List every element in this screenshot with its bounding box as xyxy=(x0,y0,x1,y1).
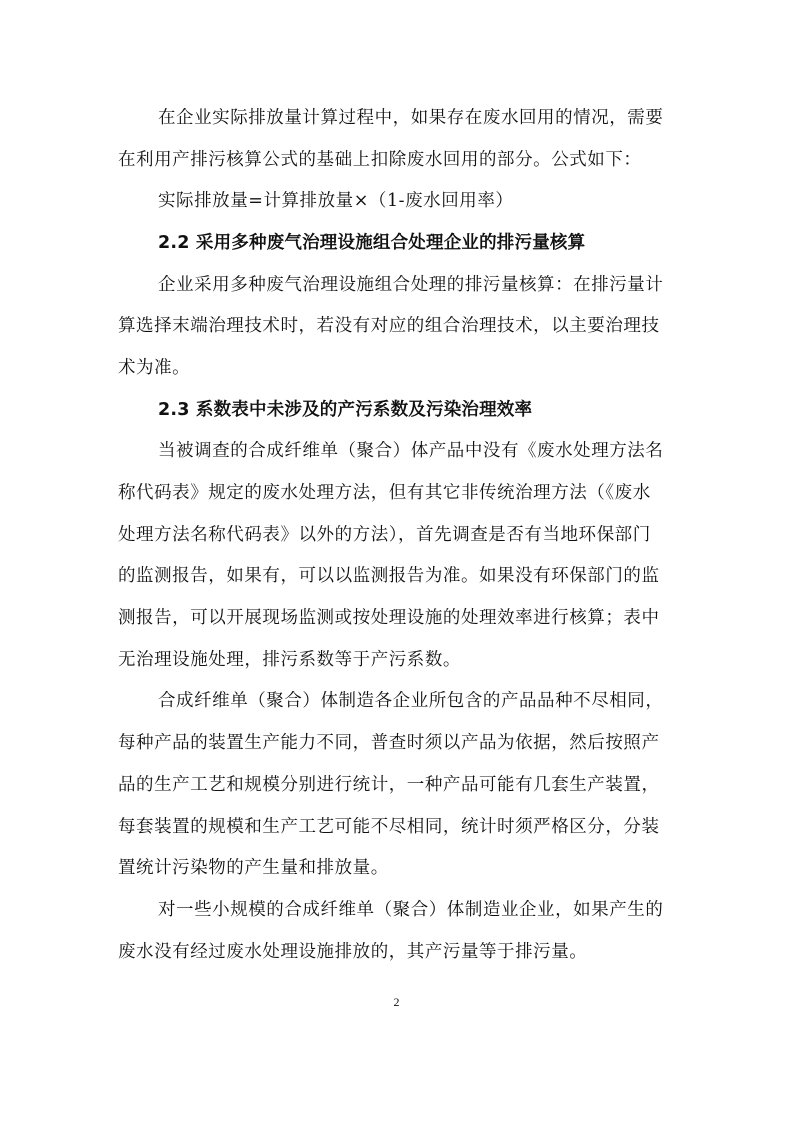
body-text-line: 合成纤维单（聚合）体制造各企业所包含的产品品种不尽相同， xyxy=(158,691,664,711)
body-text-line: 每种产品的装置生产能力不同，普查时须以产品为依据，然后按照产 xyxy=(118,733,660,753)
body-text-line: 术为准。 xyxy=(118,358,191,378)
body-text-line: 当被调查的合成纤维单（聚合）体产品中没有《废水处理方法名 xyxy=(158,441,664,461)
body-text-line: 每套装置的规模和生产工艺可能不尽相同，统计时须严格区分，分装 xyxy=(118,817,660,837)
body-text-line: 置统计污染物的产生量和排放量。 xyxy=(118,858,389,878)
body-text-line: 的监测报告，如果有，可以以监测报告为准。如果没有环保部门的监 xyxy=(118,566,660,586)
body-text-line: 在利用产排污核算公式的基础上扣除废水回用的部分。公式如下： xyxy=(118,150,642,170)
formula-line: 实际排放量=计算排放量×（1-废水回用率） xyxy=(158,191,514,211)
body-text-line: 称代码表》规定的废水处理方法，但有其它非传统治理方法（《废水 xyxy=(118,483,651,503)
body-text-line: 企业采用多种废气治理设施组合处理的排污量核算：在排污量计 xyxy=(158,275,664,295)
section-heading-2-3: 2.3 系数表中未涉及的产污系数及污染治理效率 xyxy=(158,400,533,420)
page-number: 2 xyxy=(393,995,400,1009)
section-heading-2-2: 2.2 采用多种废气治理设施组合处理企业的排污量核算 xyxy=(158,233,586,253)
body-text-line: 测报告，可以开展现场监测或按处理设施的处理效率进行核算；表中 xyxy=(118,608,660,628)
body-text-line: 算选择末端治理技术时，若没有对应的组合治理技术，以主要治理技 xyxy=(118,316,660,336)
body-text-line: 处理方法名称代码表》以外的方法），首先调查是否有当地环保部门 xyxy=(118,525,651,545)
body-text-line: 品的生产工艺和规模分别进行统计，一种产品可能有几套生产装置， xyxy=(118,775,660,795)
body-text-line: 在企业实际排放量计算过程中，如果存在废水回用的情况，需要 xyxy=(158,108,664,128)
body-text-line: 对一些小规模的合成纤维单（聚合）体制造业企业，如果产生的 xyxy=(158,900,664,920)
body-text-line: 废水没有经过废水处理设施排放的，其产污量等于排污量。 xyxy=(118,942,588,962)
body-text-line: 无治理设施处理，排污系数等于产污系数。 xyxy=(118,650,461,670)
